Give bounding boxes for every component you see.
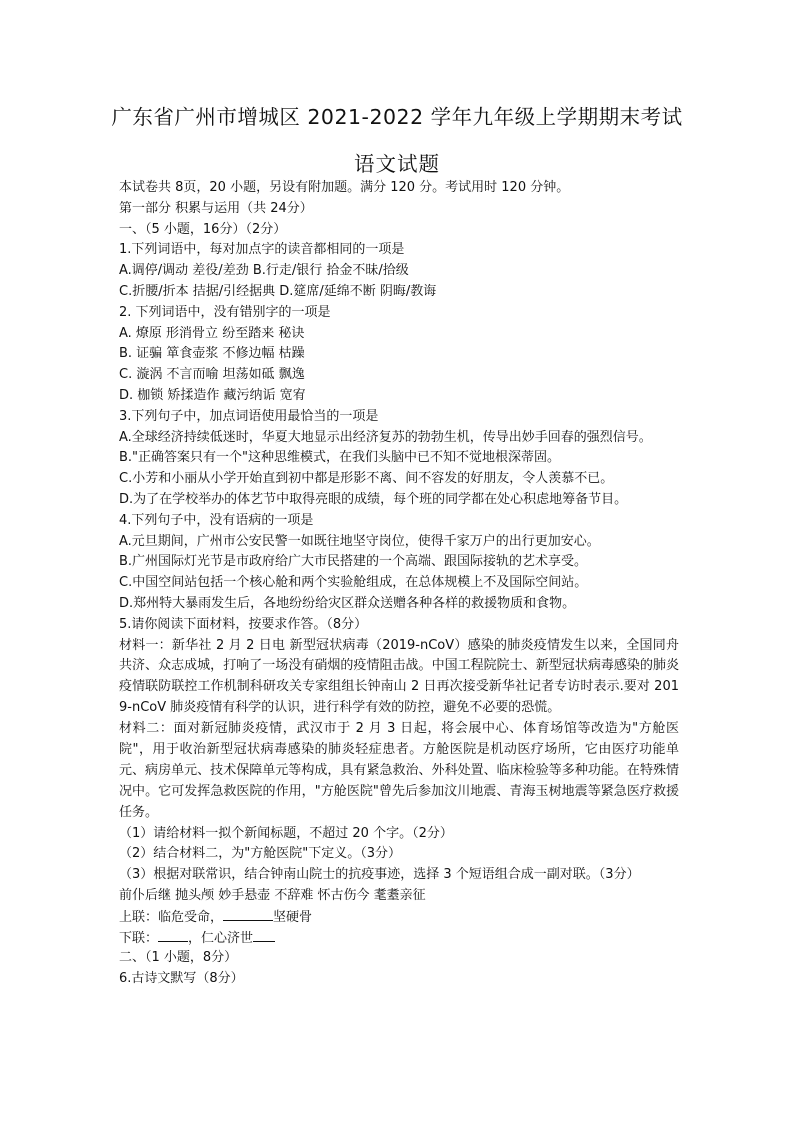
exam-body	[119, 178, 679, 990]
question-option: D. 枷锁 矫揉造作 藏污纳诟 宽宥	[119, 387, 306, 403]
question-stem: 6.古诗文默写（8分）	[119, 971, 244, 987]
question-option: B. 证骗 箪食壶浆 不修边幅 枯躁	[119, 346, 305, 362]
question-option: A.元旦期间，广州市公安民警一如既往地坚守岗位，使得千家万户的出行更加安心。	[119, 533, 600, 549]
section-heading: 一、（5 小题，16分）（2分）	[119, 221, 287, 237]
question-option: B."正确答案只有一个"这种思维模式，在我们头脑中已不知不觉地根深蒂固。	[119, 450, 561, 466]
question-option: C.小芳和小丽从小学开始直到初中都是形影不离、间不容发的好朋友，令人羡慕不已。	[119, 471, 614, 487]
couplet-upper-prefix: 上联：临危受命，	[119, 909, 224, 925]
section-heading: 二、（1 小题，8分）	[119, 950, 238, 966]
sub-question: （3）根据对联常识，结合钟南山院士的抗疫事迹，选择 3 个短语组合成一副对联。（3分）	[119, 867, 640, 883]
question-option: A. 燎原 形消骨立 纷至踏来 秘诀	[119, 325, 305, 341]
couplet-lower-middle: ，仁心济世	[188, 930, 254, 946]
question-option: B.广州国际灯光节是市政府给广大市民搭建的一个高端、跟国际接轨的艺术享受。	[119, 554, 588, 570]
question-stem: 1.下列词语中，每对加点字的读音都相同的一项是	[119, 242, 405, 258]
sub-question: （2）结合材料二，为"方舱医院"下定义。（3分）	[119, 846, 402, 862]
phrase-list: 前仆后继 抛头颅 妙手悬壶 不辞难 怀古伤今 耄耋亲征	[119, 888, 426, 904]
answer-blank[interactable]	[253, 928, 275, 942]
material-one: 材料一：新华社 2 月 2 日电 新型冠状病毒（2019-nCoV）感染的肺炎疫情发生以来，全国同舟共济、众志成城，打响了一场没有硝烟的疫情阻击战。中国工程院院士、新型冠状病毒感染的肺炎疫情联防联控工作机制科研攻关专家组组长钟南山 2 日再次接受新华社记者专访时表示.要对 2019-nCoV 肺炎疫情有科学的认识，进行科学有效的防控，避免不必要的恐慌。	[119, 637, 679, 716]
couplet-upper	[119, 907, 679, 928]
sub-question: （1）请给材料一拟个新闻标题，不超过 20 个字。（2分）	[119, 825, 453, 841]
exam-subtitle: 语文试题	[354, 152, 440, 176]
question-stem: 3.下列句子中，加点词语使用最恰当的一项是	[119, 408, 379, 424]
couplet-lower-prefix: 下联：	[119, 930, 159, 946]
answer-blank[interactable]	[223, 907, 273, 921]
question-option: C. 漩涡 不言而喻 坦荡如砥 飘逸	[119, 367, 305, 383]
part-heading: 第一部分 积累与运用（共 24分）	[119, 200, 313, 216]
couplet-lower	[119, 928, 679, 949]
material-two: 材料二：面对新冠肺炎疫情，武汉市于 2 月 3 日起，将会展中心、体育场馆等改造为"方舱医院"，用于收治新型冠状病毒感染的肺炎轻症患者。方舱医院是机动医疗场所，它由医疗功能单元、病房单元、技术保障单元等构成，具有紧急救治、外科处置、临床检验等多种功能。在特殊情况中。它可发挥急救医院的作用，"方舱医院"曾先后参加汶川地震、青海玉树地震等紧急医疗救援任务。	[119, 721, 679, 820]
exam-intro: 本试卷共 8页，20 小题，另设有附加题。满分 120 分。考试用时 120 分钟。	[119, 180, 570, 195]
question-option: C.折腰/折本 拮据/引经据典 D.筵席/延绵不断 阴晦/教诲	[119, 283, 437, 299]
question-stem: 5.请你阅读下面材料，按要求作答。（8分）	[119, 616, 368, 632]
question-option: A.调停/调动 差役/差劲 B.行走/银行 拾金不昧/拾级	[119, 263, 409, 279]
question-option: D.为了在学校举办的体艺节中取得亮眼的成绩，每个班的同学都在处心积虑地筹备节目。	[119, 491, 628, 507]
question-stem: 2. 下列词语中，没有错别字的一项是	[119, 304, 331, 320]
answer-blank[interactable]	[158, 928, 188, 942]
question-option: C.中国空间站包括一个核心舱和两个实验舱组成，在总体规模上不及国际空间站。	[119, 575, 588, 591]
question-stem: 4.下列句子中，没有语病的一项是	[119, 512, 314, 528]
question-option: A.全球经济持续低迷时，华夏大地显示出经济复苏的勃勃生机，传导出妙手回春的强烈信号。	[119, 429, 652, 445]
couplet-upper-suffix: 坚硬骨	[273, 909, 313, 925]
exam-title: 广东省广州市增城区 2021-2022 学年九年级上学期期末考试	[111, 105, 683, 129]
question-option: D.郑州特大暴雨发生后，各地纷纷给灾区群众送赠各种各样的救援物质和食物。	[119, 595, 576, 611]
